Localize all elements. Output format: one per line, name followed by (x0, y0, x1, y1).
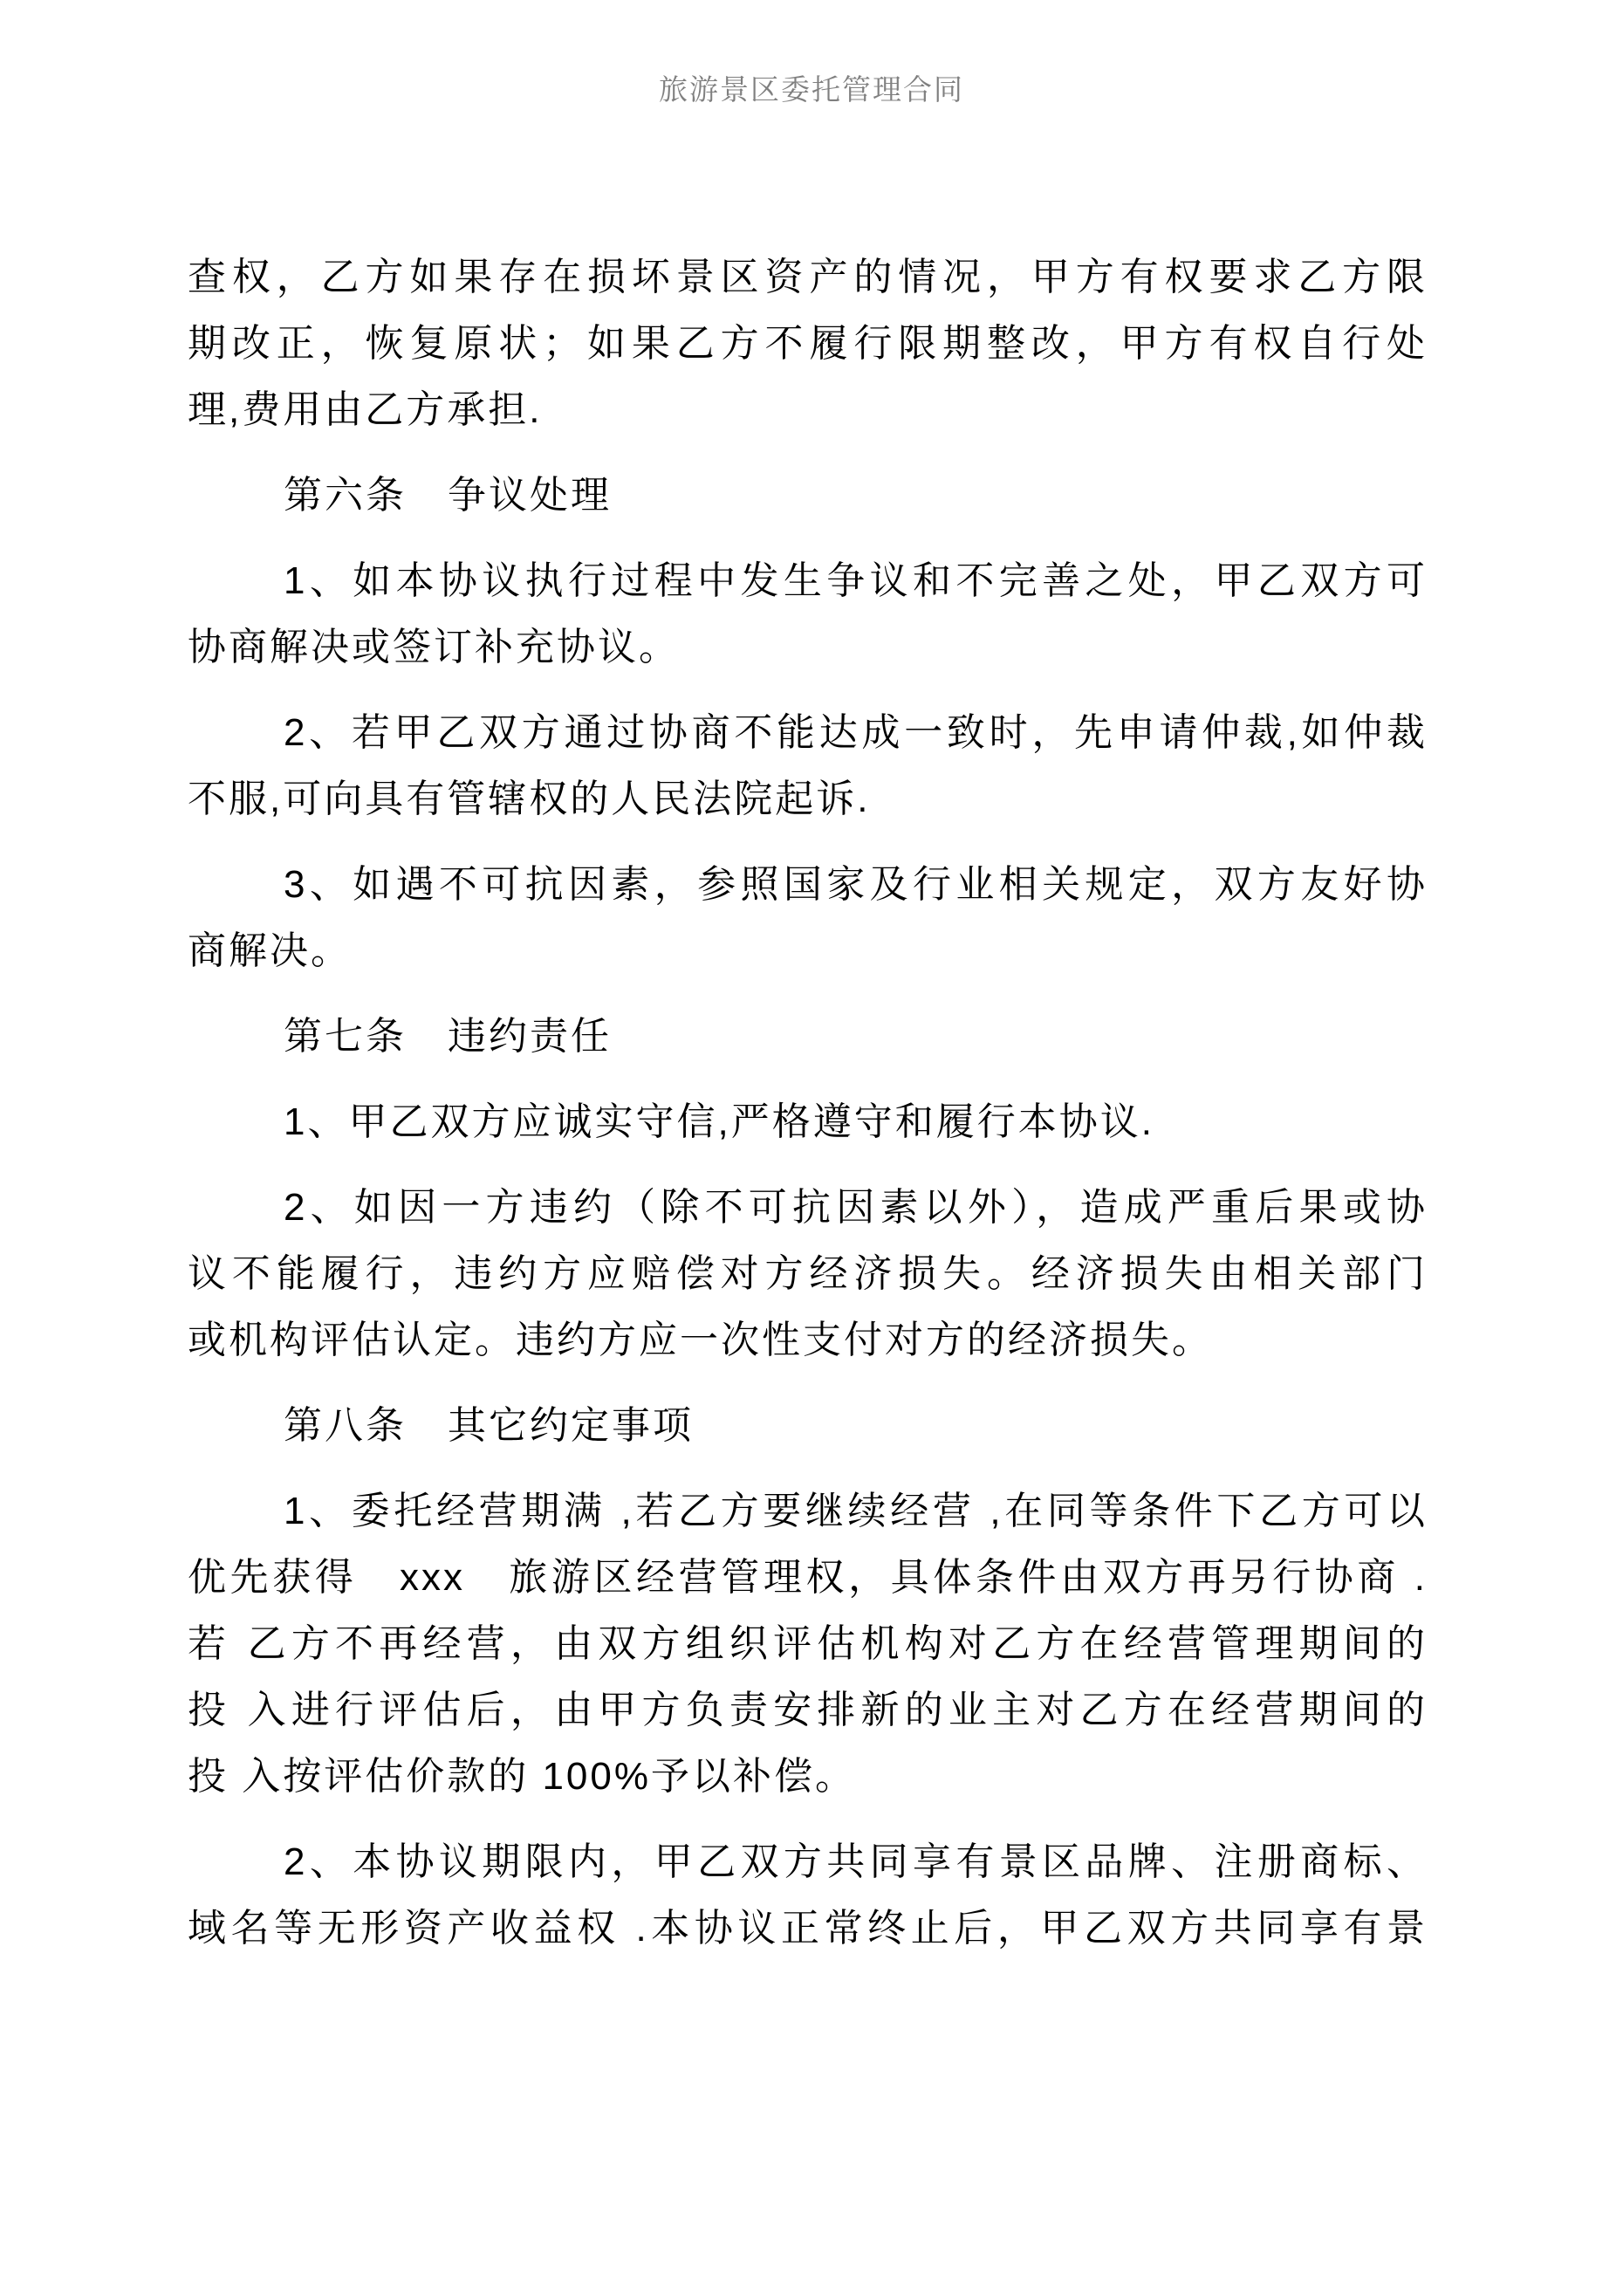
document-body (188, 244, 1428, 1962)
text-line: 1、委托经营期满 ,若乙方要继续经营 ,在同等条件下乙方可以 (284, 1490, 1428, 1532)
text-line: 协商解决或签订补充协议。 (188, 626, 680, 668)
document-header-title: 旅游景区委托管理合同 (659, 73, 964, 106)
section-heading: 第六条 争议处理 (284, 474, 612, 517)
text-line: 2、如因一方违约（除不可抗因素以外），造成严重后果或协 (284, 1186, 1428, 1229)
section-heading: 第七条 违约责任 (284, 1015, 612, 1058)
text-line: 1、如本协议执行过程中发生争议和不完善之处，甲乙双方可 (284, 559, 1428, 602)
text-line: 3、如遇不可抗因素，参照国家及行业相关规定，双方友好协 (284, 863, 1428, 906)
text-line: 1、甲乙双方应诚实守信,严格遵守和履行本协议. (284, 1100, 1154, 1143)
text-line: 议不能履行，违约方应赔偿对方经济损失。经济损失由相关部门 (188, 1252, 1428, 1295)
text-line: 2、本协议期限内，甲乙双方共同享有景区品牌、注册商标、 (284, 1840, 1428, 1883)
text-line: 2、若甲乙双方通过协商不能达成一致时，先申请仲裁,如仲裁 (284, 711, 1428, 754)
section-heading: 第八条 其它约定事项 (284, 1404, 694, 1447)
text-line: 查权，乙方如果存在损坏景区资产的情况，甲方有权要求乙方限 (188, 256, 1428, 298)
text-line: 若 乙方不再经营，由双方组织评估机构对乙方在经营管理期间的 (188, 1622, 1428, 1665)
text-line: 投 入进行评估后，由甲方负责安排新的业主对乙方在经营期间的 (188, 1689, 1428, 1731)
text-line: 投 入按评估价款的 100%予以补偿。 (188, 1755, 856, 1798)
text-line: 不服,可向具有管辖权的人民法院起诉. (188, 778, 871, 820)
text-line: 或机构评估认定。违约方应一次性支付对方的经济损失。 (188, 1319, 1213, 1361)
text-line: 商解决。 (188, 929, 352, 972)
text-line: 优先获得 xxx 旅游区经营管理权，具体条件由双方再另行协商 . (188, 1556, 1428, 1599)
text-line: 理,费用由乙方承担. (188, 388, 543, 431)
text-line: 期改正，恢复原状；如果乙方不履行限期整改，甲方有权自行处 (188, 322, 1428, 365)
text-line: 域名等无形资产收益权 .本协议正常终止后，甲乙双方共同享有景 (188, 1907, 1428, 1950)
